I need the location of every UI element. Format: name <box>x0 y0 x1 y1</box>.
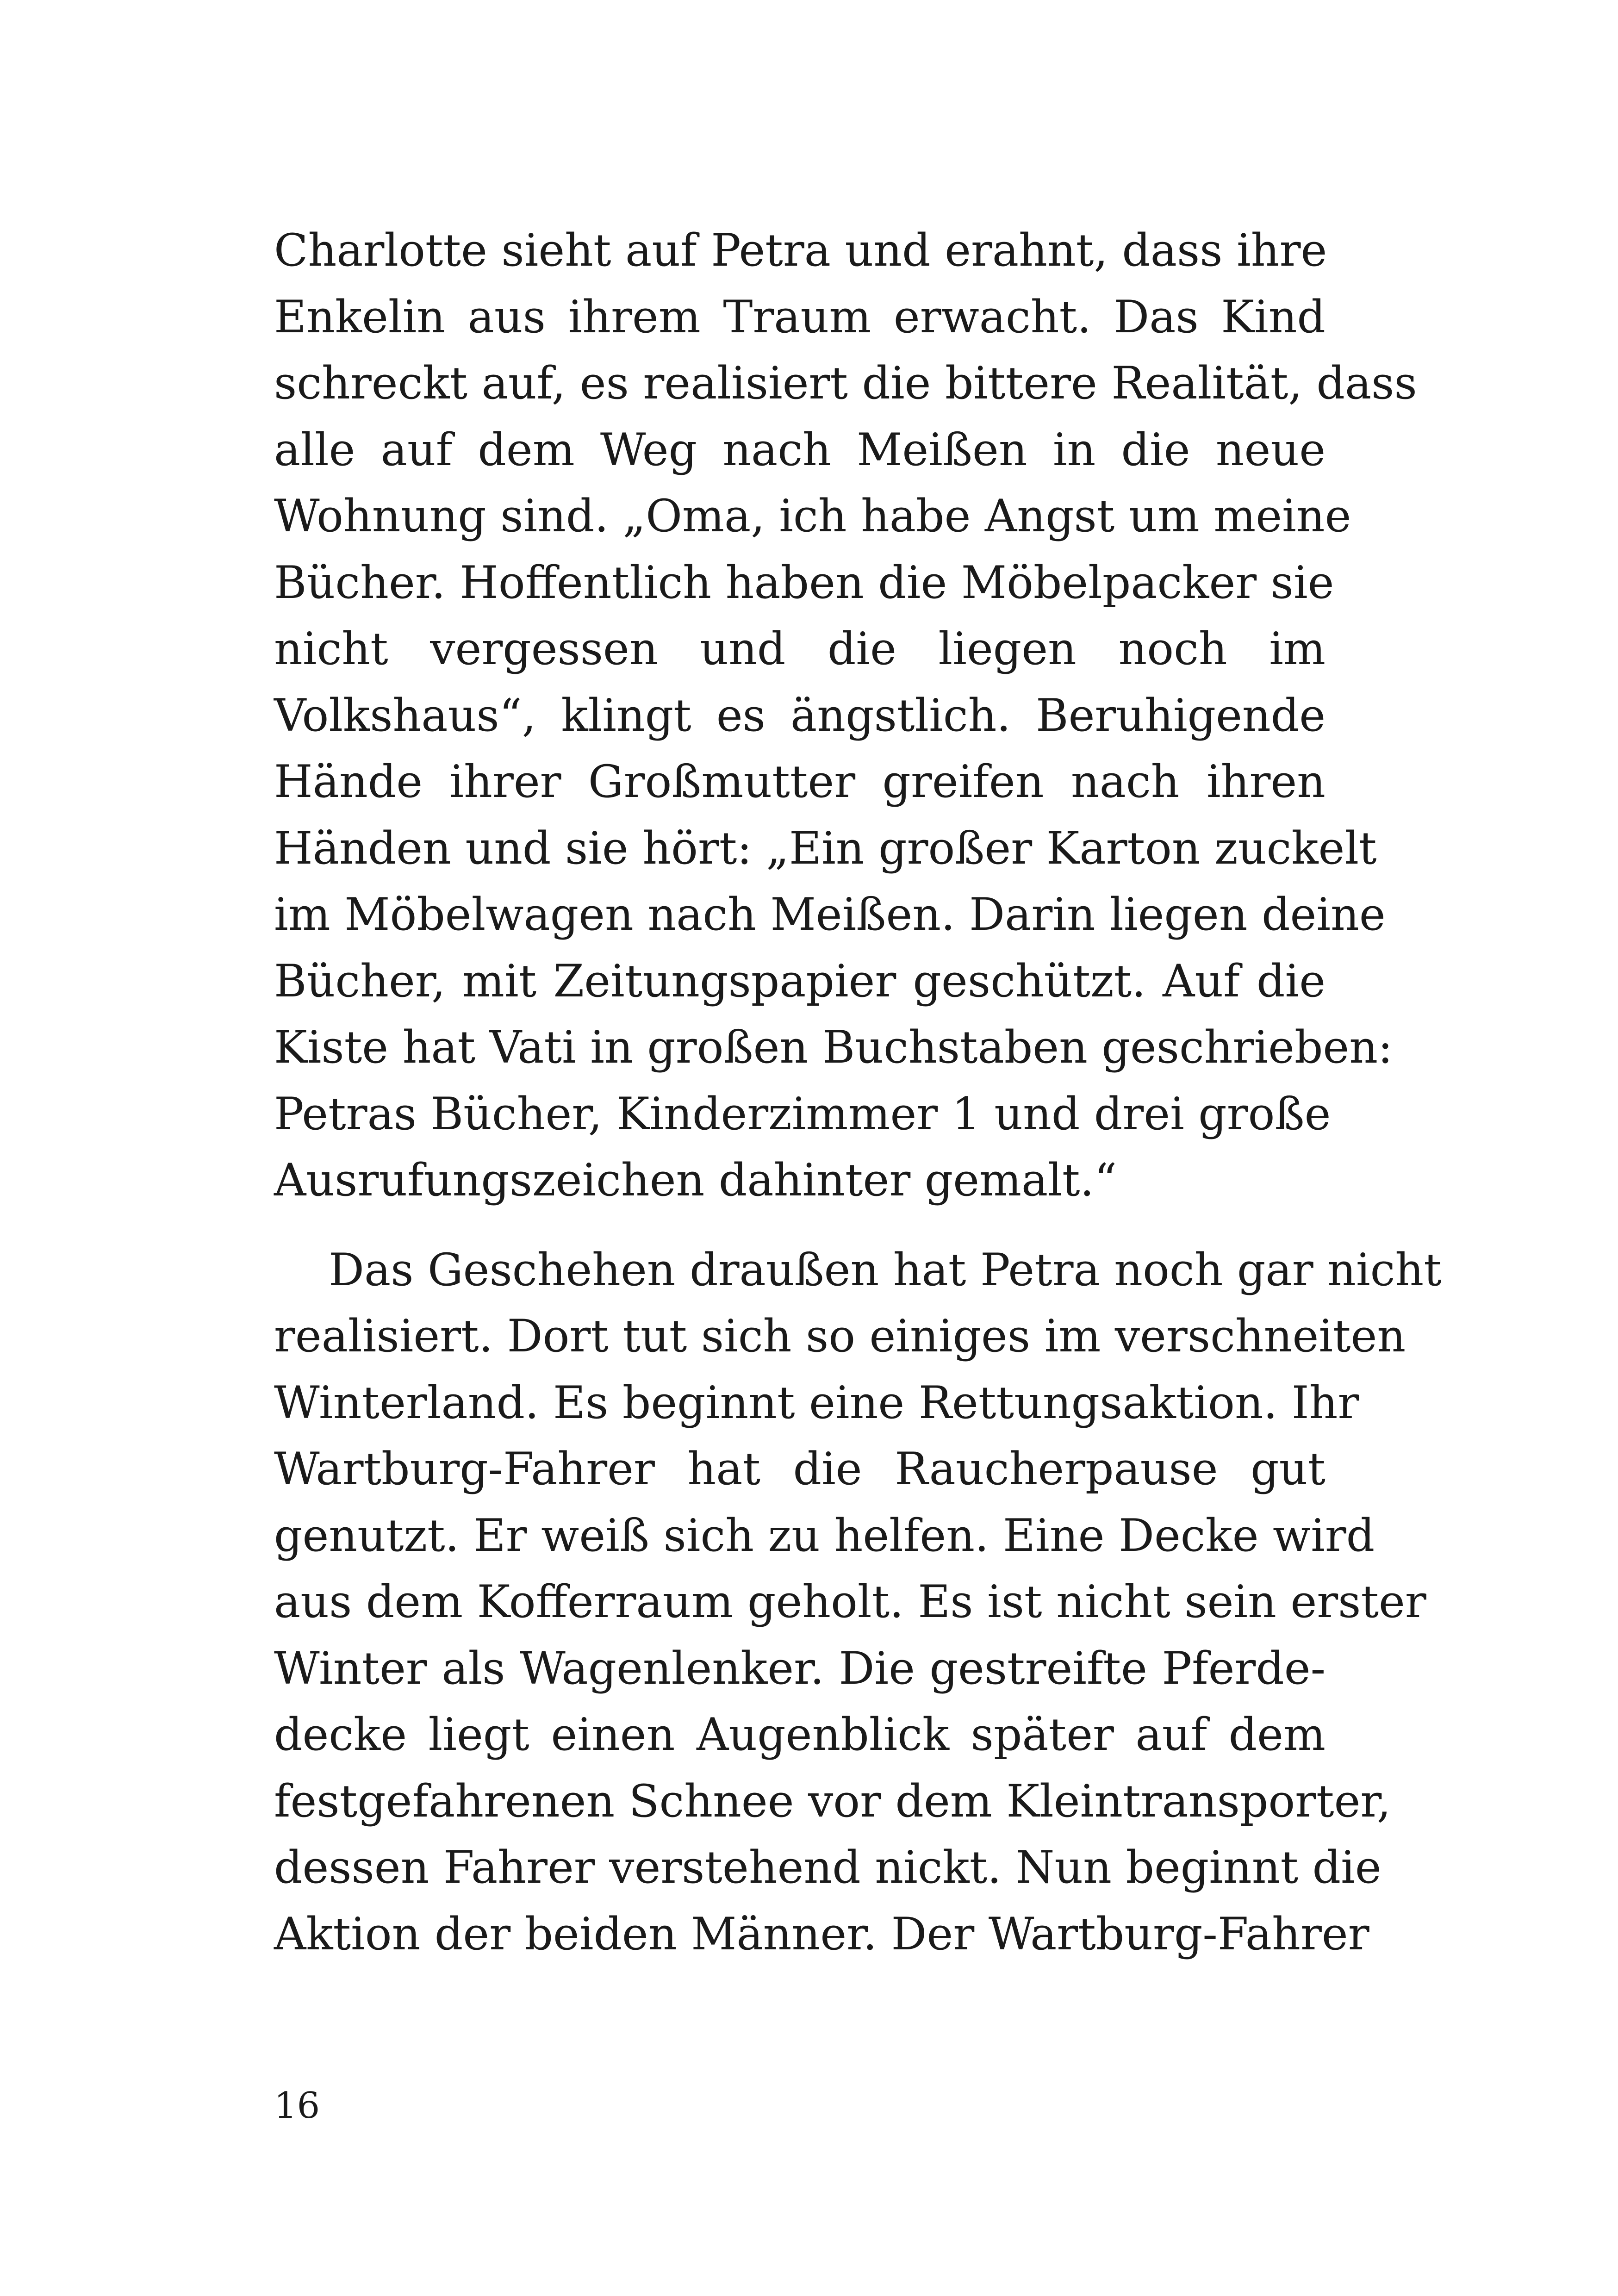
text-line: Händen und sie hört: „Ein großer Karton zuckelt <box>274 822 1377 874</box>
text-line: alle auf dem Weg nach Meißen in die neue <box>274 423 1326 476</box>
text-line: Charlotte sieht auf Petra und erahnt, dass ihre <box>274 224 1327 276</box>
paragraph-1 <box>274 218 1417 1214</box>
text-line: Winter als Wagenlenker. Die gestreifte Pferde- <box>274 1642 1326 1694</box>
page-number: 16 <box>274 2085 320 2127</box>
text-line: Hände ihrer Großmutter greifen nach ihren <box>274 756 1326 808</box>
body-text <box>274 218 1442 1967</box>
text-line: Das Geschehen draußen hat Petra noch gar nicht <box>329 1244 1442 1296</box>
text-line: Petras Bücher, Kinderzimmer 1 und drei große <box>274 1088 1331 1140</box>
text-line: Enkelin aus ihrem Traum erwacht. Das Kind <box>274 291 1326 343</box>
text-line: aus dem Kofferraum geholt. Es ist nicht sein erster <box>274 1576 1426 1628</box>
text-line: genutzt. Er weiß sich zu helfen. Eine Decke wird <box>274 1509 1375 1562</box>
paragraph-gap <box>274 1214 1326 1237</box>
text-line: dessen Fahrer verstehend nickt. Nun beginnt die <box>274 1842 1382 1893</box>
text-line: nicht vergessen und die liegen noch im <box>274 623 1326 675</box>
text-line: Kiste hat Vati in großen Buchstaben geschrieben: <box>274 1021 1393 1073</box>
text-line: Bücher, mit Zeitungspapier geschützt. Auf die <box>274 955 1326 1007</box>
text-line: Bücher. Hoffentlich haben die Möbelpacker sie <box>274 556 1334 609</box>
text-line: festgefahrenen Schnee vor dem Kleintransporter, <box>274 1775 1391 1827</box>
text-line: Wartburg-Fahrer hat die Raucherpause gut <box>274 1443 1326 1495</box>
text-line: Volkshaus“, klingt es ängstlich. Beruhigende <box>274 689 1326 741</box>
text-line: Aktion der beiden Männer. Der Wartburg-Fahrer <box>274 1908 1369 1960</box>
paragraph-2 <box>274 1237 1442 1968</box>
text-line: schreckt auf, es realisiert die bittere Realität, dass <box>274 357 1417 409</box>
text-line: im Möbelwagen nach Meißen. Darin liegen deine <box>274 889 1386 940</box>
text-line: Wohnung sind. „Oma, ich habe Angst um meine <box>274 490 1351 542</box>
text-line: decke liegt einen Augenblick später auf dem <box>274 1709 1326 1761</box>
text-line: Ausrufungszeichen dahinter gemalt.“ <box>274 1154 1117 1206</box>
text-line: Winterland. Es beginnt eine Rettungsaktion. Ihr <box>274 1376 1359 1429</box>
text-line: realisiert. Dort tut sich so einiges im verschneiten <box>274 1310 1406 1362</box>
